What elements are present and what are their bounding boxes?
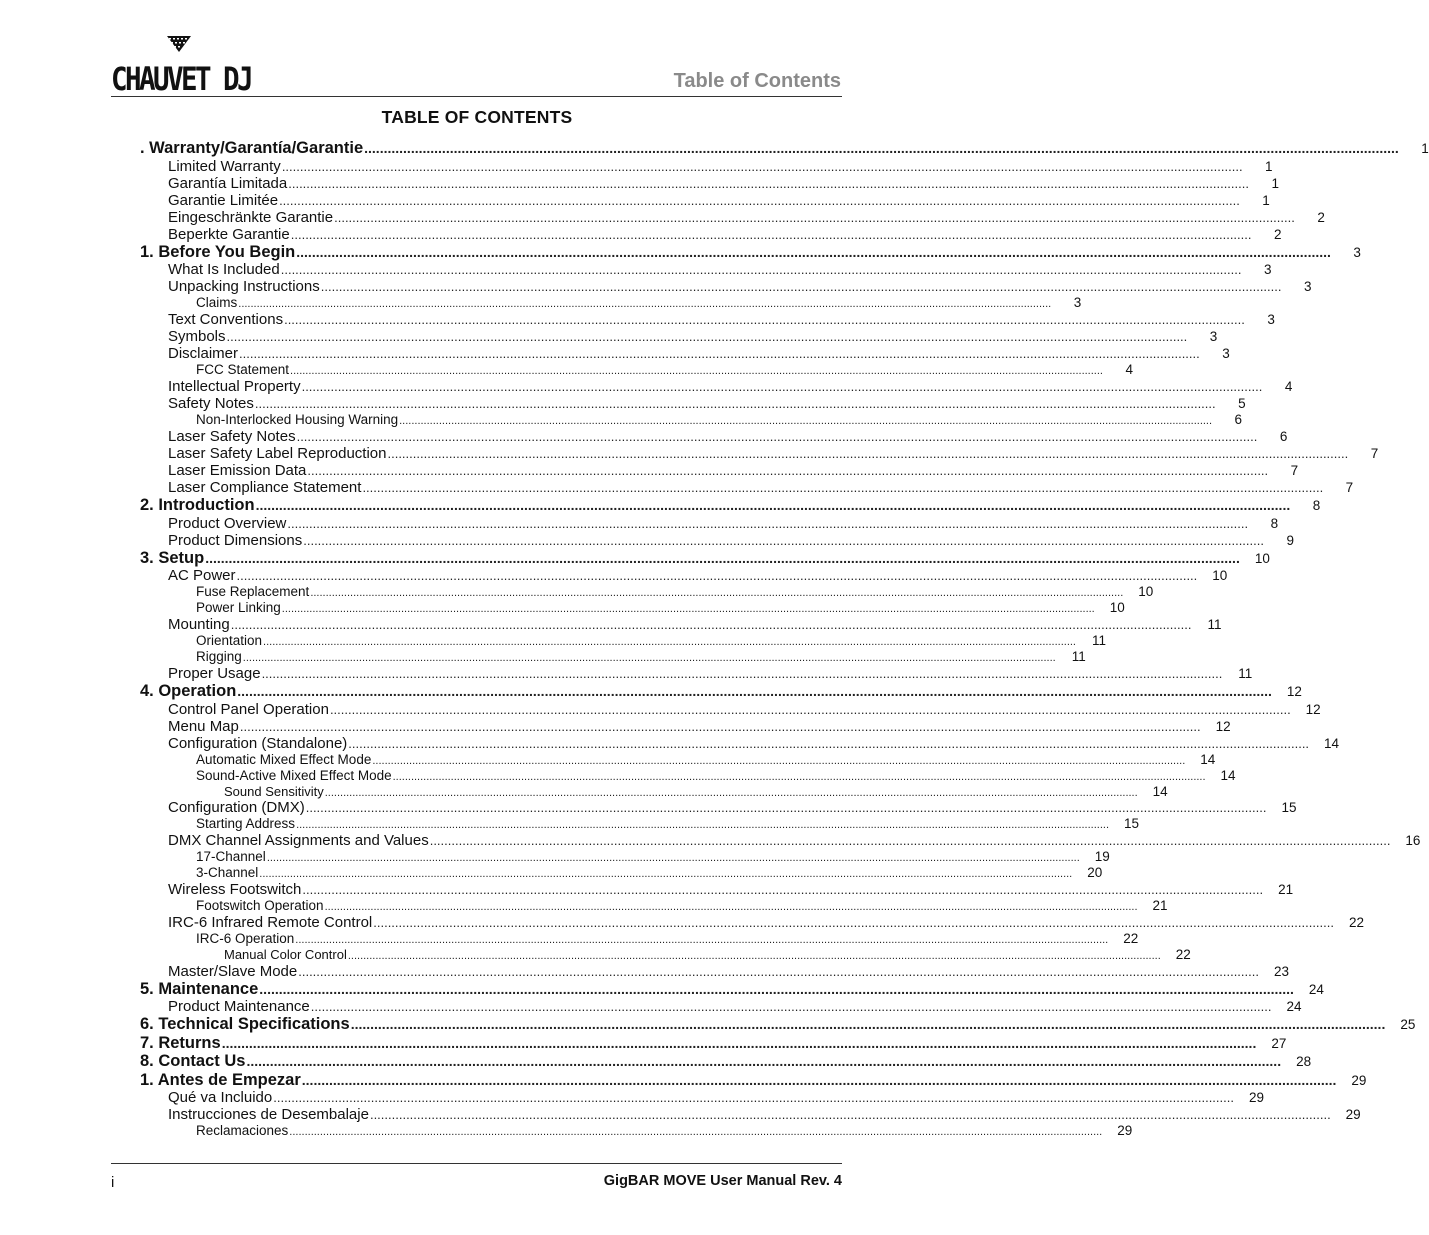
- toc-entry[interactable]: [140, 242, 1361, 262]
- toc-entry[interactable]: [140, 412, 1243, 428]
- toc-entry-page: 2: [1273, 226, 1282, 242]
- toc-leader-dots: [240, 719, 1201, 734]
- toc-entry-label: 17-Channel: [196, 849, 266, 864]
- toc-leader-dots: [330, 702, 1291, 717]
- toc-entry[interactable]: [140, 479, 1354, 496]
- toc-entry[interactable]: [140, 700, 1321, 718]
- toc-entry[interactable]: [140, 914, 1364, 931]
- toc-entry-page: 8: [1270, 515, 1279, 531]
- toc-entry-page: 22: [1348, 915, 1364, 930]
- toc-leader-dots: [282, 603, 1095, 615]
- toc-leader-dots: [239, 346, 1200, 361]
- toc-entry[interactable]: [140, 865, 1103, 881]
- toc-entry[interactable]: [140, 751, 1216, 768]
- footer-divider: [111, 1163, 842, 1164]
- toc-entry-label: Garantía Limitada: [168, 174, 288, 192]
- toc-entry-page: 1: [1265, 158, 1273, 174]
- toc-entry-label: Automatic Mixed Effect Mode: [196, 751, 372, 767]
- toc-entry[interactable]: [140, 278, 1312, 295]
- toc-entry-label: 3-Channel: [196, 865, 259, 880]
- toc-entry-label: Menu Map: [168, 717, 239, 735]
- toc-entry[interactable]: [140, 462, 1299, 479]
- toc-leader-dots: [387, 446, 1348, 461]
- toc-entry-page: 2: [1317, 209, 1325, 225]
- toc-entry-page: 8: [1312, 498, 1321, 513]
- toc-entry-page: 24: [1286, 999, 1302, 1014]
- toc-leader-dots: [372, 755, 1185, 767]
- toc-entry[interactable]: [140, 1070, 1367, 1090]
- toc-entry-label: 2. Introduction: [140, 496, 255, 514]
- toc-entry-label: Orientation: [196, 633, 263, 648]
- toc-entry-label: Beperkte Garantie: [168, 225, 290, 243]
- toc-entry-page: 29: [1351, 1072, 1367, 1088]
- toc-entry-page: 15: [1123, 816, 1139, 831]
- toc-leader-dots: [399, 415, 1212, 427]
- section-title: Table of Contents: [673, 70, 841, 92]
- toc-entry-label: Product Maintenance: [168, 998, 310, 1015]
- toc-leader-dots: [267, 852, 1080, 864]
- toc-entry[interactable]: [140, 1052, 1312, 1071]
- toc-entry-page: 21: [1152, 898, 1168, 913]
- toc-leader-dots: [298, 964, 1259, 979]
- manual-title: GigBAR MOVE User Manual Rev. 4: [603, 1173, 842, 1189]
- toc-leader-dots: [237, 568, 1198, 583]
- toc-entry-label: 1. Before You Begin: [140, 242, 296, 261]
- toc-leader-dots: [334, 210, 1295, 225]
- toc-entry-page: 21: [1278, 882, 1294, 897]
- toc-entry-label: Wireless Footswitch: [168, 881, 302, 898]
- toc-entry-label: Sound-Active Mixed Effect Mode: [196, 767, 392, 783]
- toc-entry-label: 1. Antes de Empezar: [140, 1070, 301, 1089]
- toc-leader-dots: [227, 329, 1188, 344]
- toc-entry[interactable]: [140, 998, 1302, 1015]
- toc-leader-dots: [288, 176, 1249, 191]
- toc-entry-label: Text Conventions: [168, 311, 284, 328]
- toc-leader-dots: [273, 1090, 1234, 1105]
- toc-entry[interactable]: [140, 191, 1270, 209]
- toc-entry-label: DMX Channel Assignments and Values: [168, 832, 429, 849]
- toc-entry[interactable]: [140, 931, 1139, 947]
- toc-leader-dots: [306, 800, 1267, 815]
- toc-entry[interactable]: [140, 1106, 1361, 1123]
- toc-entry[interactable]: [140, 208, 1325, 226]
- toc-leader-dots: [290, 365, 1103, 377]
- toc-entry-page: 7: [1290, 463, 1299, 478]
- toc-leader-dots: [284, 312, 1245, 327]
- toc-entry-page: 11: [1207, 617, 1222, 632]
- toc-entry-label: Footswitch Operation: [196, 898, 324, 913]
- toc-entry-page: 10: [1254, 550, 1270, 566]
- toc-entry[interactable]: [140, 295, 1082, 311]
- toc-entry-page: 3: [1263, 262, 1272, 277]
- toc-leader-dots: [351, 1016, 1386, 1032]
- toc-entry-page: 11: [1071, 649, 1086, 664]
- toc-entry[interactable]: [140, 139, 1429, 158]
- toc-leader-dots: [348, 736, 1309, 751]
- toc-entry[interactable]: [140, 1123, 1133, 1139]
- toc-entry-label: 8. Contact Us: [140, 1052, 246, 1070]
- toc-entry[interactable]: [140, 962, 1289, 980]
- toc-entry-label: 3. Setup: [140, 548, 205, 567]
- toc-entry-label: Non-Interlocked Housing Warning: [196, 412, 399, 427]
- chauvet-logo-icon: [111, 34, 253, 98]
- toc-leader-dots: [325, 901, 1138, 913]
- toc-entry-label: Power Linking: [196, 600, 281, 615]
- toc-entry[interactable]: [140, 633, 1106, 649]
- toc-entry[interactable]: [140, 514, 1279, 532]
- toc-entry[interactable]: [140, 548, 1270, 568]
- toc-entry[interactable]: [140, 881, 1294, 898]
- toc-entry[interactable]: [140, 717, 1231, 735]
- toc-entry-page: 25: [1400, 1017, 1416, 1032]
- toc-leader-dots: [256, 497, 1291, 513]
- toc-entry-label: Configuration (Standalone): [168, 734, 348, 752]
- toc-entry[interactable]: [140, 734, 1340, 752]
- toc-entry-label: . Warranty/Garantía/Garantie: [140, 139, 364, 157]
- toc-entry-page: 24: [1308, 981, 1324, 997]
- toc-leader-dots: [259, 981, 1294, 997]
- toc-entry-page: 11: [1091, 633, 1106, 648]
- toc-entry-label: Disclaimer: [168, 345, 239, 362]
- toc-entry[interactable]: [140, 157, 1273, 175]
- toc-leader-dots: [281, 262, 1242, 277]
- toc-entry-page: 3: [1303, 279, 1312, 294]
- toc-leader-dots: [302, 1072, 1337, 1088]
- toc-entry[interactable]: [140, 898, 1168, 914]
- toc-entry-page: 11: [1238, 666, 1253, 681]
- toc-entry[interactable]: [140, 783, 1168, 800]
- toc-leader-dots: [393, 771, 1206, 783]
- toc-entry-label: Instrucciones de Desembalaje: [168, 1106, 369, 1123]
- toc-entry-page: 14: [1152, 783, 1168, 799]
- toc-entry-label: Safety Notes: [168, 395, 254, 412]
- toc-entry-page: 14: [1200, 751, 1216, 767]
- toc-entry-label: Manual Color Control: [224, 947, 347, 962]
- toc-entry-label: 5. Maintenance: [140, 979, 259, 998]
- toc-entry-label: Garantie Limitée: [168, 191, 279, 209]
- toc-entry-page: 20: [1087, 865, 1103, 880]
- toc-leader-dots: [373, 915, 1334, 930]
- toc-entry[interactable]: [140, 767, 1236, 784]
- toc-leader-dots: [243, 652, 1056, 664]
- toc-entry[interactable]: [140, 1033, 1287, 1053]
- toc-entry-page: 22: [1123, 931, 1139, 946]
- toc-entry-label: Master/Slave Mode: [168, 962, 298, 980]
- toc-entry-page: 12: [1215, 718, 1231, 734]
- toc-entry-page: 3: [1267, 312, 1275, 327]
- toc-entry-label: Laser Safety Notes: [168, 428, 296, 445]
- toc-entry-page: 29: [1345, 1107, 1361, 1122]
- toc-entry-page: 4: [1284, 379, 1293, 394]
- toc-entry-page: 14: [1324, 735, 1340, 751]
- toc-entry-page: 3: [1222, 346, 1230, 361]
- toc-entry-label: Rigging: [196, 649, 242, 664]
- toc-entry-label: Mounting: [168, 616, 230, 633]
- toc-entry-label: IRC-6 Operation: [196, 931, 295, 946]
- toc-leader-dots: [279, 193, 1240, 208]
- toc-entry-label: Unpacking Instructions: [168, 278, 320, 295]
- toc-entry-label: Laser Safety Label Reproduction: [168, 445, 387, 462]
- toc-entry-label: Symbols: [168, 328, 226, 345]
- toc-entry-page: 22: [1175, 947, 1191, 962]
- toc-entry[interactable]: [140, 1015, 1416, 1034]
- toc-entry[interactable]: [140, 947, 1191, 963]
- toc-entry[interactable]: [140, 600, 1125, 616]
- toc-leader-dots: [263, 636, 1076, 648]
- toc-leader-dots: [282, 159, 1243, 174]
- toc-entry-page: 1: [1421, 141, 1429, 156]
- toc-entry-page: 6: [1279, 429, 1288, 444]
- toc-leader-dots: [289, 1126, 1102, 1138]
- toc-leader-dots: [246, 1053, 1281, 1069]
- toc-entry-page: 9: [1286, 532, 1294, 548]
- toc-entry-label: Reclamaciones: [196, 1123, 289, 1138]
- toc-leader-dots: [321, 279, 1282, 294]
- toc-entry[interactable]: [140, 584, 1154, 600]
- toc-entry[interactable]: [140, 428, 1288, 445]
- toc-entry[interactable]: [140, 445, 1379, 462]
- toc-entry-label: Product Dimensions: [168, 531, 303, 549]
- toc-entry-label: Sound Sensitivity: [224, 783, 324, 799]
- toc-entry-page: 6: [1234, 412, 1243, 427]
- toc-entry-label: Starting Address: [196, 816, 296, 831]
- toc-entry-label: Fuse Replacement: [196, 584, 310, 599]
- toc-entry-label: Proper Usage: [168, 665, 261, 682]
- toc-entry-page: 28: [1296, 1054, 1312, 1069]
- toc-entry-page: 14: [1220, 767, 1236, 783]
- toc-entry[interactable]: [140, 816, 1139, 832]
- toc-entry-label: 4. Operation: [140, 682, 237, 700]
- toc-leader-dots: [310, 587, 1123, 599]
- toc-entry-page: 4: [1125, 362, 1133, 377]
- toc-entry-label: Laser Compliance Statement: [168, 479, 362, 496]
- toc-leader-dots: [302, 882, 1263, 897]
- toc-entry-page: 5: [1238, 396, 1246, 411]
- table-of-contents: [140, 139, 1429, 1139]
- toc-entry-page: 1: [1271, 175, 1279, 191]
- toc-leader-dots: [262, 666, 1223, 681]
- toc-entry-page: 7: [1370, 446, 1379, 461]
- toc-leader-dots: [296, 244, 1331, 260]
- toc-leader-dots: [362, 480, 1323, 495]
- toc-leader-dots: [238, 298, 1051, 310]
- toc-entry[interactable]: [140, 345, 1230, 362]
- toc-leader-dots: [302, 379, 1263, 394]
- toc-entry[interactable]: [140, 261, 1272, 278]
- toc-leader-dots: [296, 819, 1109, 831]
- toc-entry-page: 1: [1262, 192, 1270, 208]
- toc-entry-page: 7: [1345, 480, 1354, 495]
- toc-entry-label: Product Overview: [168, 514, 287, 532]
- toc-leader-dots: [259, 868, 1072, 880]
- toc-entry-page: 10: [1212, 568, 1228, 583]
- toc-entry[interactable]: [140, 395, 1246, 412]
- toc-entry[interactable]: [140, 649, 1086, 665]
- toc-entry[interactable]: [140, 328, 1218, 345]
- toc-entry[interactable]: [140, 362, 1133, 378]
- toc-entry-label: Control Panel Operation: [168, 700, 329, 718]
- toc-leader-dots: [231, 617, 1192, 632]
- toc-entry-label: Qué va Incluido: [168, 1089, 273, 1106]
- toc-entry-page: 29: [1248, 1090, 1264, 1105]
- toc-entry[interactable]: [140, 311, 1275, 328]
- toc-entry-page: 29: [1117, 1123, 1133, 1138]
- toc-entry-label: Eingeschränkte Garantie: [168, 208, 334, 226]
- toc-entry-label: Laser Emission Data: [168, 462, 307, 479]
- toc-leader-dots: [205, 550, 1240, 566]
- toc-leader-dots: [303, 533, 1264, 548]
- toc-leader-dots: [222, 1035, 1257, 1051]
- toc-leader-dots: [291, 227, 1252, 242]
- toc-entry[interactable]: [140, 665, 1253, 682]
- toc-leader-dots: [364, 140, 1399, 156]
- toc-entry[interactable]: [140, 225, 1282, 243]
- toc-entry[interactable]: [140, 849, 1110, 865]
- toc-entry-page: 19: [1094, 849, 1110, 864]
- toc-entry[interactable]: [140, 1089, 1264, 1106]
- toc-entry[interactable]: [140, 567, 1228, 584]
- toc-entry-page: 10: [1109, 600, 1125, 615]
- header-divider: [111, 96, 842, 97]
- toc-leader-dots: [237, 683, 1272, 699]
- toc-entry-label: FCC Statement: [196, 362, 290, 377]
- toc-entry[interactable]: [140, 799, 1297, 816]
- toc-entry-label: 7. Returns: [140, 1033, 221, 1052]
- toc-entry-label: Claims: [196, 295, 238, 310]
- toc-entry-page: 10: [1138, 584, 1154, 599]
- toc-entry-page: 23: [1273, 963, 1289, 979]
- toc-leader-dots: [295, 934, 1108, 946]
- toc-entry[interactable]: [140, 616, 1222, 633]
- toc-leader-dots: [307, 463, 1268, 478]
- toc-entry[interactable]: [140, 531, 1294, 549]
- toc-entry-page: 3: [1209, 329, 1218, 344]
- toc-leader-dots: [348, 950, 1161, 962]
- toc-entry-page: 15: [1281, 800, 1297, 815]
- toc-entry-page: 27: [1271, 1035, 1287, 1051]
- toc-leader-dots: [325, 787, 1138, 799]
- toc-entry-label: 6. Technical Specifications: [140, 1015, 350, 1033]
- toc-entry-label: Configuration (DMX): [168, 799, 305, 816]
- toc-entry-label: Intellectual Property: [168, 378, 301, 395]
- toc-entry-page: 12: [1305, 701, 1321, 717]
- toc-entry[interactable]: [140, 174, 1279, 192]
- toc-entry-label: What Is Included: [168, 261, 280, 278]
- toc-entry-label: IRC-6 Infrared Remote Control: [168, 914, 373, 931]
- toc-entry-page: 16: [1405, 833, 1421, 848]
- page-title: TABLE OF CONTENTS: [381, 107, 573, 127]
- toc-entry[interactable]: [140, 832, 1421, 849]
- toc-leader-dots: [255, 396, 1216, 411]
- toc-leader-dots: [430, 833, 1391, 848]
- toc-entry[interactable]: [140, 378, 1293, 395]
- toc-entry[interactable]: [140, 682, 1302, 701]
- toc-entry-page: 3: [1073, 295, 1082, 310]
- toc-entry-page: 12: [1286, 684, 1302, 699]
- toc-entry[interactable]: [140, 979, 1324, 999]
- chauvet-dj-logo: [111, 34, 253, 98]
- toc-entry-page: 3: [1353, 244, 1361, 260]
- logo-wordmark: CHAUVET DJ: [111, 60, 251, 98]
- toc-entry[interactable]: [140, 496, 1321, 515]
- page-number: i: [111, 1174, 115, 1191]
- toc-leader-dots: [370, 1107, 1331, 1122]
- toc-entry-label: Limited Warranty: [168, 157, 281, 175]
- toc-leader-dots: [297, 429, 1258, 444]
- toc-leader-dots: [287, 516, 1248, 531]
- toc-entry-label: AC Power: [168, 567, 236, 584]
- toc-leader-dots: [311, 999, 1272, 1014]
